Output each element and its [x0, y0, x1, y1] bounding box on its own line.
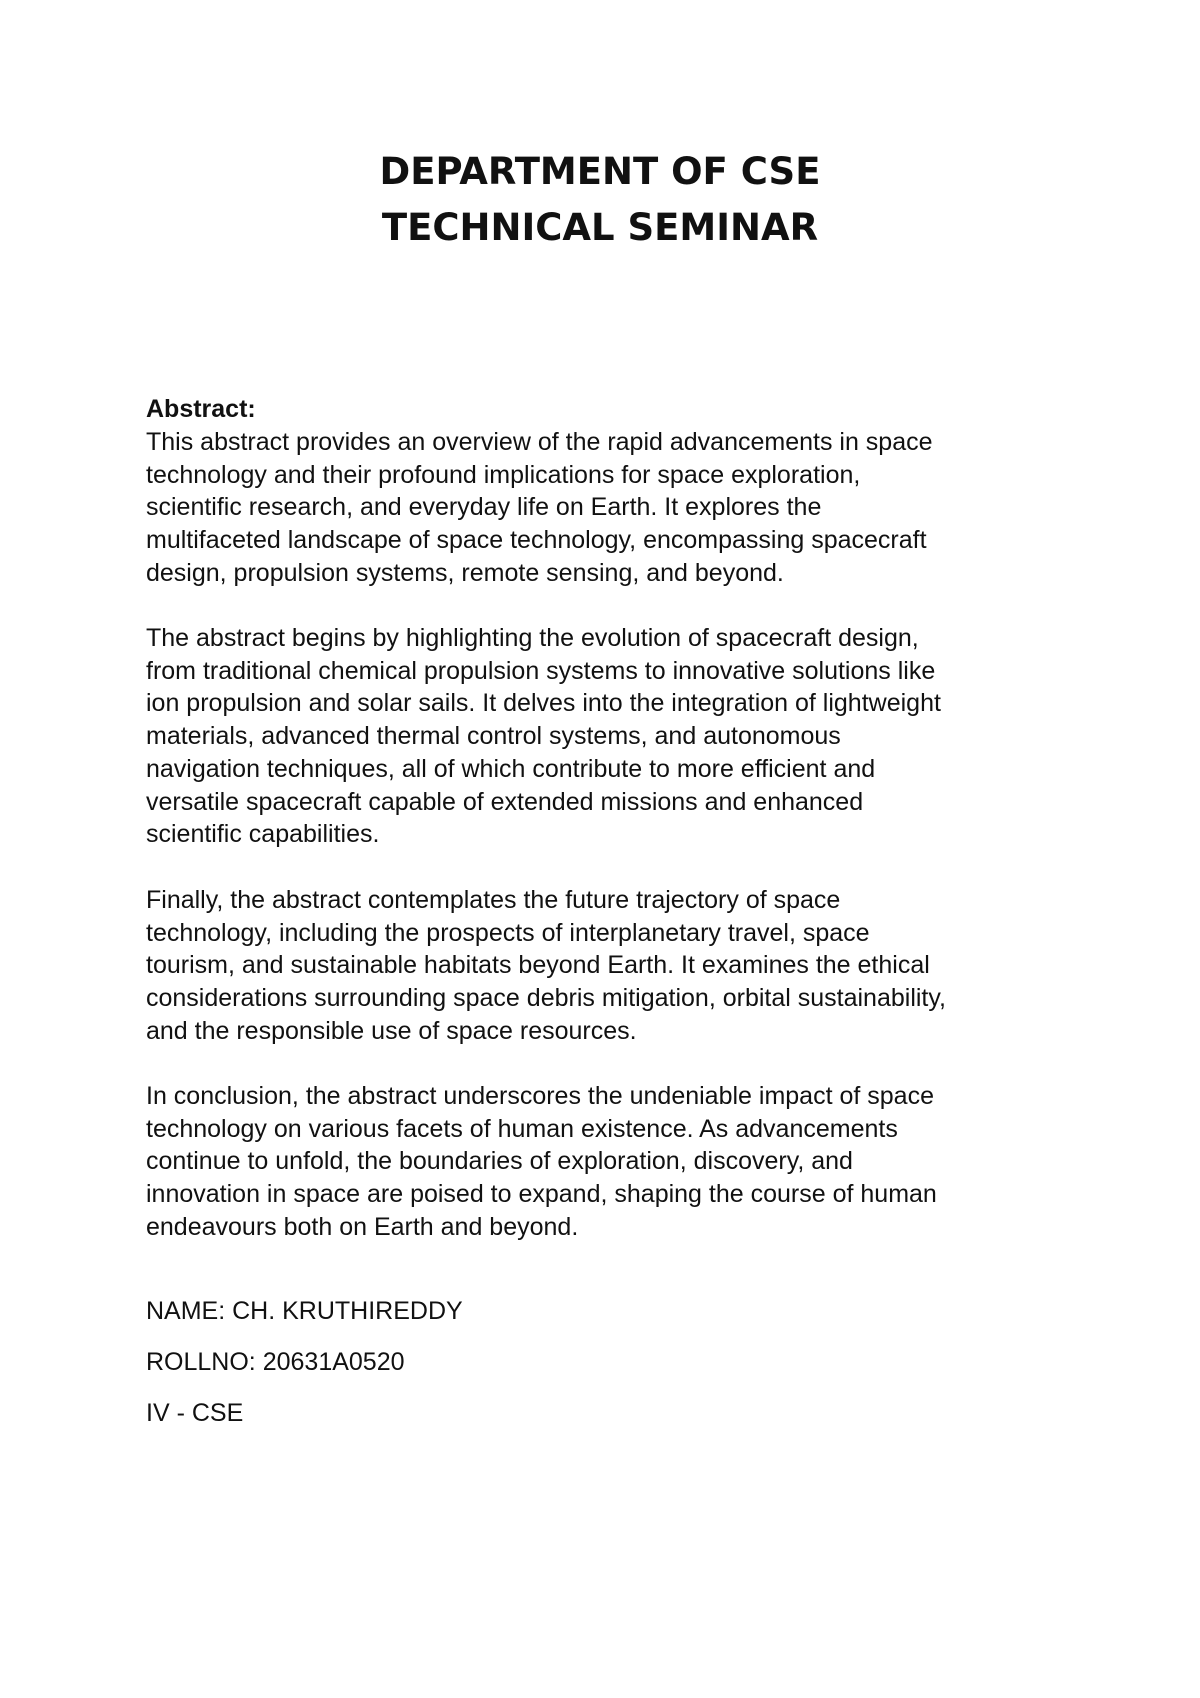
paragraph-line: considerations surrounding space debris mitigation, orbital sustainability, — [146, 984, 946, 1013]
paragraph-line: innovation in space are poised to expand, shaping the course of human — [146, 1180, 937, 1209]
abstract-paragraph-4 — [146, 1080, 937, 1244]
paragraph-line: and the responsible use of space resources. — [146, 1016, 637, 1045]
paragraph-line: Finally, the abstract contemplates the future trajectory of space — [146, 886, 841, 914]
abstract-paragraph-2 — [146, 622, 941, 851]
paragraph-line: technology and their profound implications for space exploration, — [146, 460, 861, 489]
seminar-title: TECHNICAL SEMINAR — [381, 206, 819, 249]
paragraph-line: tourism, and sustainable habitats beyond Earth. It examines the ethical — [146, 951, 930, 980]
paragraph-line: scientific capabilities. — [146, 820, 380, 849]
paragraph-line: In conclusion, the abstract underscores the undeniable impact of space — [146, 1082, 934, 1110]
paragraph-line: technology on various facets of human existence. As advancements — [146, 1114, 898, 1143]
student-name: NAME: CH. KRUTHIREDDY — [146, 1297, 463, 1325]
department-title: DEPARTMENT OF CSE — [379, 150, 821, 193]
abstract-paragraph-1 — [146, 426, 933, 590]
paragraph-line: continue to unfold, the boundaries of exploration, discovery, and — [146, 1147, 853, 1176]
paragraph-line: The abstract begins by highlighting the evolution of spacecraft design, — [146, 624, 919, 652]
paragraph-line: scientific research, and everyday life on Earth. It explores the — [146, 493, 822, 522]
student-year: IV - CSE — [146, 1399, 244, 1427]
paragraph-line: versatile spacecraft capable of extended missions and enhanced — [146, 787, 864, 816]
paragraph-line: ion propulsion and solar sails. It delves into the integration of lightweight — [146, 689, 941, 718]
abstract-paragraph-3 — [146, 884, 946, 1048]
paragraph-line: design, propulsion systems, remote sensing, and beyond. — [146, 558, 784, 587]
paragraph-line: navigation techniques, all of which contribute to more efficient and — [146, 754, 876, 783]
paragraph-line: from traditional chemical propulsion systems to innovative solutions like — [146, 656, 936, 685]
abstract-heading: Abstract: — [146, 395, 256, 423]
paragraph-line: multifaceted landscape of space technology, encompassing spacecraft — [146, 526, 927, 555]
student-rollno: ROLLNO: 20631A0520 — [146, 1348, 405, 1376]
paragraph-line: materials, advanced thermal control systems, and autonomous — [146, 722, 841, 751]
paragraph-line: This abstract provides an overview of the rapid advancements in space — [146, 428, 933, 456]
paragraph-line: endeavours both on Earth and beyond. — [146, 1212, 579, 1241]
paragraph-line: technology, including the prospects of interplanetary travel, space — [146, 918, 870, 947]
